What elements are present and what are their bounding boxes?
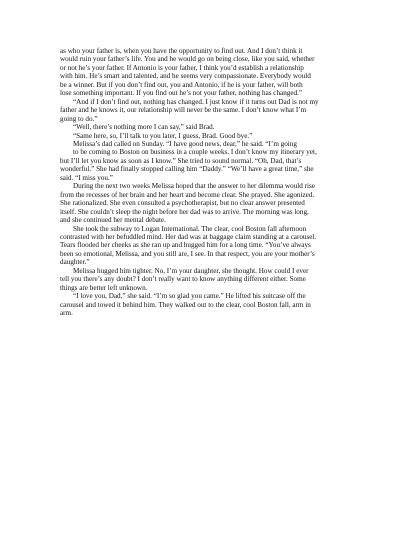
text-line: “Well, there’s nothing more I can say,” said Brad. bbox=[73, 123, 215, 132]
text-line: going to do.” bbox=[60, 114, 98, 123]
text-line: daughter.” bbox=[60, 258, 90, 267]
text-line: arm. bbox=[60, 309, 73, 318]
text-line: She rationalized. She even consulted a psychotherapist, but no clear answer presented bbox=[60, 199, 305, 208]
text-line: Melissa’s dad called on Sunday. “I have good news, dear,” he said. “I’m going bbox=[73, 139, 297, 148]
text-line: Melissa hugged him tighter. No, I’m your daughter, she thought. How could I ever bbox=[73, 266, 309, 275]
text-line: with him. He’s smart and talented, and he seems very compassionate. Everybody would bbox=[60, 72, 311, 81]
text-line: things are better left unknown. bbox=[60, 283, 148, 292]
text-line: lose something important. If you find out he’s not your father, nothing has changed.” bbox=[60, 89, 303, 98]
text-line: tell you there’s any doubt? I don’t really want to know anything different either. Some bbox=[60, 275, 306, 284]
text-line: be a winner. But if you don’t find out, you and Antonio, if he is your father, will both bbox=[60, 80, 303, 89]
text-line: carousel and towed it behind him. They walked out to the clear, cool Boston fall, arm in bbox=[60, 300, 311, 309]
text-line: wonderful.” She had finally stopped calling him “Daddy.” “We’ll have a great time,” she bbox=[60, 165, 314, 174]
text-line: but I’ll let you know as soon as I know.” She tried to sound normal. “Oh, Dad, that’s bbox=[60, 156, 302, 165]
text-line: “I love you, Dad,” she said. “I’m so glad you came.” He lifted his suitcase off the bbox=[73, 292, 306, 301]
text-line: contrasted with her befuddled mind. Her dad was at baggage claim standing at a carousel. bbox=[60, 232, 317, 241]
text-line: and she continued her mental debate. bbox=[60, 216, 166, 225]
text-line: said. “I miss you.” bbox=[60, 173, 113, 182]
text-line: or not he’s your father. If Antonio is your father, I think you’d establish a relationship bbox=[60, 63, 304, 72]
text-line: father and he knows it, our relationship will never be the same. I don’t know what I’m bbox=[60, 106, 307, 115]
text-line: would ruin your father’s life. You and he would go on being close, like you said, whether bbox=[60, 55, 315, 64]
text-line: from the recesses of her brain and her heart and become clear. She prayed. She agonized. bbox=[60, 190, 315, 199]
text-line: as who your father is, when you have the opportunity to find out. And I don’t think it bbox=[60, 47, 303, 55]
body-text bbox=[60, 47, 363, 318]
text-line: She took the subway to Logan International. The clear, cool Boston fall afternoon bbox=[73, 224, 307, 233]
text-line: “Same here, so, I’ll talk to you later, I guess, Brad. Good bye.” bbox=[73, 131, 253, 140]
text-line: been so emotional, Melissa, and you still are, I see. In that respect, you are your mother’s bbox=[60, 249, 315, 258]
text-line: itself. She couldn’t sleep the night before her dad was to arrive. The morning was long, bbox=[60, 207, 309, 216]
text-line: to be coming to Boston on business in a couple weeks. I don’t know my itinerary yet, bbox=[73, 148, 317, 157]
text-line: “And if I don’t find out, nothing has changed. I just know if it turns out Dad is not my bbox=[73, 97, 319, 106]
text-line: During the next two weeks Melissa hoped that the answer to her dilemma would rise bbox=[73, 182, 315, 191]
text-line: Tears flooded her cheeks as she ran up and hugged him for a long time. “You’ve always bbox=[60, 241, 311, 250]
